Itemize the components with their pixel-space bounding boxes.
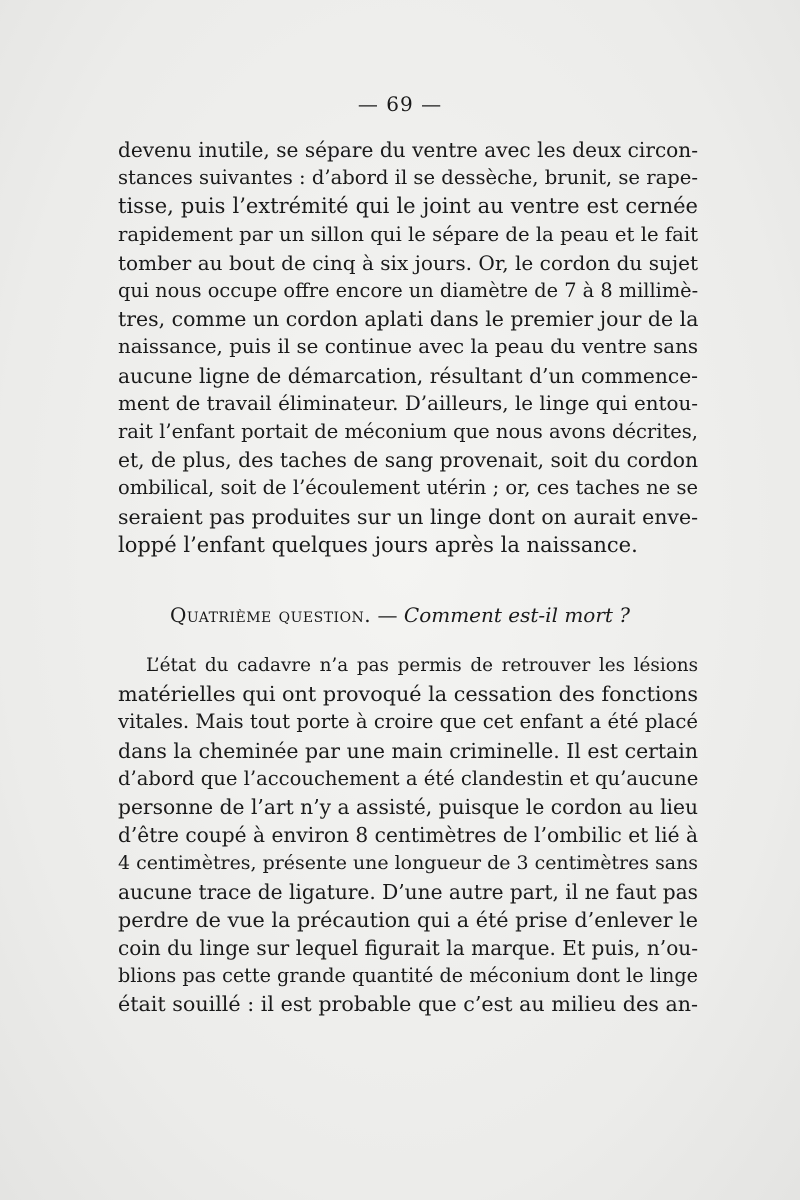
paragraph-1-line: tres, comme un cordon aplati dans le premier jour de la [118,307,699,332]
paragraph-2-line: dans la cheminée par une main criminelle. Il est certain [118,738,698,763]
paragraph-1-line: et, de plus, des taches de sang provenait, soit du cordon [118,448,698,473]
paragraph-2-line: d’être coupé à environ 8 centimètres de l’ombilic et lié à [118,823,698,848]
paragraph-1-line: tomber au bout de cinq à six jours. Or, le cordon du sujet [118,250,698,275]
heading-separator: — [371,603,404,627]
paragraph-1-line: ombilical, soit de l’écoulement utérin ; or, ces taches ne se [118,476,698,500]
paragraph-1-line: ment de travail éliminateur. D’ailleurs, le linge qui entou- [118,391,698,415]
paragraph-1-line: rait l’enfant portait de méconium que nous avons décrites, [118,420,698,444]
paragraph-2-line: d’abord que l’accouchement a été clandestin et qu’aucune [118,766,699,790]
paragraph-2-line: matérielles qui ont provoqué la cessation des fonctions [118,682,699,707]
paragraph-2-line: 4 centimètres, présente une longueur de 3 centimètres sans [118,852,698,875]
paragraph-2-line: personne de l’art n’y a assisté, puisque le cordon au lieu [118,795,698,820]
paragraph-2-line: L’état du cadavre n’a pas permis de retrouver les lésions [146,655,698,676]
paragraph-1-line: rapidement par un sillon qui le sépare de la peau et le fait [118,222,698,246]
page-number: — 69 — [357,92,443,116]
paragraph-2-line: perdre de vue la précaution qui a été prise d’enlever le [118,907,698,932]
paragraph-1-line: qui nous occupe offre encore un diamètre de 7 à 8 millimè- [118,279,699,303]
paragraph-1-line: aucune ligne de démarcation, résultant d’un commence- [118,363,698,388]
paragraph-1-line: stances suivantes : d’abord il se dessèche, brunit, se rape- [118,166,699,190]
paragraph-1-line: loppé l’enfant quelques jours après la naissance. [118,532,638,557]
paragraph-2 [118,652,698,1019]
paragraph-2-line: coin du linge sur lequel figurait la marque. Et puis, n’ou- [118,936,698,961]
paragraph-2-line: était souillé : il est probable que c’est au milieu des an- [118,992,698,1017]
paragraph-1 [118,136,698,559]
paragraph-2-line: vitales. Mais tout porte à croire que cet enfant a été placé [118,710,698,734]
heading-label: Quatrième question. [169,603,372,627]
paragraph-1-line: seraient pas produites sur un linge dont on aurait enve- [118,504,698,529]
paragraph-2-line: aucune trace de ligature. D’une autre part, il ne faut pas [118,879,698,904]
paragraph-1-line: naissance, puis il se continue avec la peau du ventre sans [118,335,698,359]
paragraph-1-line: tisse, puis l’extrémité qui le joint au ventre est cernée [118,194,698,219]
heading-question: Comment est-il mort ? [403,603,631,627]
paragraph-2-line: blions pas cette grande quantité de méconium dont le linge [118,964,698,988]
section-heading [0,603,800,627]
paragraph-1-line: devenu inutile, se sépare du ventre avec les deux circon- [118,138,698,162]
